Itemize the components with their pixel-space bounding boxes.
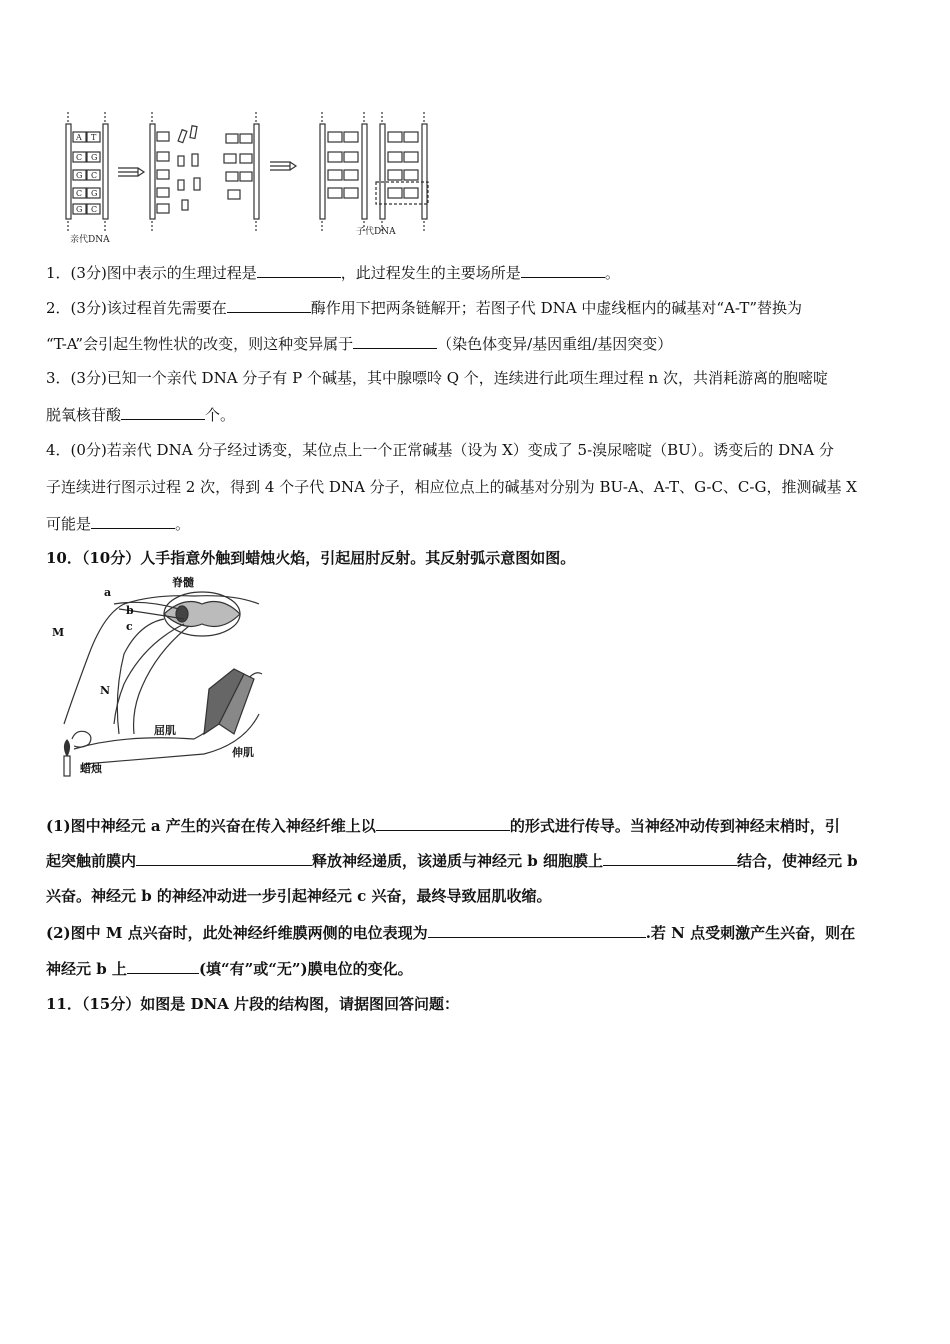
answer-blank[interactable]	[521, 262, 605, 278]
question-4-line-3: 可能是 。	[46, 515, 191, 533]
label-spinal: 脊髓	[172, 576, 194, 589]
base-label: T	[91, 133, 97, 142]
question-1: 1．(3分)图中表示的生理过程是 ，此过程发生的主要场所是 。	[46, 264, 620, 282]
question-2-line-1: 2．(3分)该过程首先需要在 酶作用下把两条链解开；若图子代 DNA 中虚线框内的碱基对“A-T”替换为	[46, 299, 803, 317]
daughter-dna-ladder-1	[320, 112, 367, 232]
dna-replication-figure	[58, 104, 440, 244]
answer-blank[interactable]	[428, 922, 646, 938]
base-label: G	[91, 189, 98, 198]
parent-dna-ladder	[66, 112, 108, 232]
arrow-icon	[270, 162, 296, 170]
efferent-nerve	[114, 624, 184, 724]
label-N: N	[100, 684, 111, 697]
question-3-line-1: 3．(3分)已知一个亲代 DNA 分子有 P 个碱基，其中腺嘌呤 Q 个，连续进行此项生理过程 n 次，共消耗游离的胞嘧啶	[46, 369, 828, 387]
unwinding-dna-ladder	[150, 112, 200, 232]
answer-blank[interactable]	[91, 513, 175, 529]
answer-blank[interactable]	[257, 262, 341, 278]
label-M: M	[52, 626, 65, 639]
question-3-line-2: 脱氧核苷酸 个。	[46, 406, 236, 424]
separated-strands	[224, 112, 259, 232]
base-label: C	[91, 171, 98, 180]
base-label: C	[91, 205, 98, 214]
question-4-line-1: 4．(0分)若亲代 DNA 分子经过诱变，某位点上一个正常碱基（设为 X）变成了 5-溴尿嘧啶（BU）。诱变后的 DNA 分	[46, 441, 834, 459]
question-11-title: 11．（15分）如图是 DNA 片段的结构图，请据图回答问题：	[46, 995, 460, 1013]
label-a: a	[104, 586, 112, 599]
answer-blank[interactable]	[121, 404, 205, 420]
question-10-part-1-line-1: (1)图中神经元 a 产生的兴奋在传入神经纤维上以 的形式进行传导。当神经冲动传到神经末梢时，引	[46, 817, 840, 835]
daughter-dna-ladder-2	[376, 112, 428, 232]
question-10-part-2-line-2: 神经元 b 上 (填“有”或“无”)膜电位的变化。	[46, 960, 413, 978]
base-label: G	[76, 205, 83, 214]
parent-dna-label: 亲代DNA	[70, 235, 110, 244]
answer-blank[interactable]	[603, 850, 737, 866]
question-10-part-1-line-2: 起突触前膜内 释放神经递质，该递质与神经元 b 细胞膜上 结合，使神经元 b	[46, 852, 858, 870]
label-extensor: 伸肌	[232, 746, 254, 759]
question-4-line-2: 子连续进行图示过程 2 次，得到 4 个子代 DNA 分子，相应位点上的碱基对分别为 BU-A、A-T、G-C、C-G，推测碱基 X	[46, 478, 857, 496]
arrow-icon	[118, 168, 144, 176]
question-10-title: 10．（10分）人手指意外触到蜡烛火焰，引起屈肘反射。其反射弧示意图如图。	[46, 549, 576, 567]
label-candle: 蜡烛	[80, 762, 102, 775]
question-2-line-2: “T-A”会引起生物性状的改变，则这种变异属于 （染色体变异/基因重组/基因突变）	[46, 335, 673, 353]
answer-blank[interactable]	[127, 958, 199, 974]
question-10-part-1-line-3: 兴奋。神经元 b 的神经冲动进一步引起神经元 c 兴奋，最终导致屈肌收缩。	[46, 887, 552, 905]
base-label: A	[76, 133, 82, 142]
answer-blank[interactable]	[376, 815, 510, 831]
base-label: G	[91, 153, 98, 162]
base-label: C	[76, 153, 83, 162]
answer-blank[interactable]	[136, 850, 312, 866]
base-label: C	[76, 189, 83, 198]
answer-blank[interactable]	[353, 333, 437, 349]
answer-blank[interactable]	[227, 297, 311, 313]
child-dna-label: 子代DNA	[356, 227, 396, 237]
question-10-part-2-line-1: (2)图中 M 点兴奋时，此处神经纤维膜两侧的电位表现为 .若 N 点受刺激产生兴奋，则在	[46, 924, 856, 942]
label-flexor: 屈肌	[154, 724, 176, 737]
label-c: c	[126, 620, 133, 633]
label-b: b	[126, 604, 134, 617]
reflex-arc-figure	[44, 574, 294, 784]
base-label: G	[76, 171, 83, 180]
candle-icon	[64, 756, 70, 776]
